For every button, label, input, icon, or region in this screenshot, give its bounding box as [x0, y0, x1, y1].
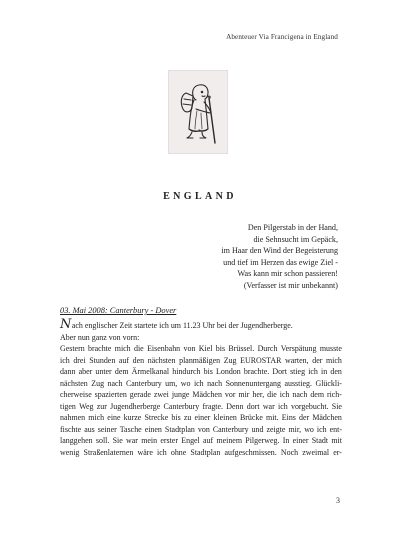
body-word: in — [321, 367, 328, 377]
body-word: meinem — [216, 436, 243, 446]
body-line — [60, 343, 342, 355]
body-word: zeigte — [266, 424, 286, 434]
body-word: mir — [238, 390, 250, 400]
body-word: der — [312, 355, 323, 365]
body-word: Stunden — [89, 355, 116, 365]
body-line — [60, 366, 342, 378]
body-word: nahmen — [60, 413, 86, 423]
page-number: 3 — [336, 496, 340, 505]
body-word: zu — [183, 413, 192, 423]
body-word: die — [134, 344, 144, 354]
body-word: die — [267, 390, 277, 400]
body-word: Jugendherberge — [110, 401, 161, 411]
body-word: der — [299, 413, 310, 423]
body-line — [60, 412, 342, 424]
body-word: und — [251, 424, 264, 434]
body-line-text: ach englischer Zeit startete ich um 11.23 Uhr bei der Jugendherberge. — [71, 321, 293, 330]
body-word: mit. — [266, 413, 279, 423]
body-line — [60, 435, 342, 447]
body-word: dem — [114, 367, 129, 377]
body-word: Eins — [281, 413, 296, 423]
body-word: Eisenbahn — [147, 344, 181, 354]
body-line — [60, 401, 342, 413]
body-word: ich — [308, 367, 318, 377]
body-word: nach — [207, 378, 223, 388]
body-word: Stadtplan — [190, 448, 221, 458]
body-word: mein — [141, 436, 158, 446]
body-word: hindurch — [172, 367, 201, 377]
body-word: unter — [95, 367, 112, 377]
body-line-first — [60, 317, 342, 332]
body-word: wo — [304, 424, 314, 434]
body-word: zweimal — [302, 448, 330, 458]
body-word: fischte — [60, 424, 82, 434]
body-word: nächsten — [60, 378, 88, 388]
body-word: aber — [78, 367, 93, 377]
body-word: fragte. — [202, 401, 224, 411]
body-word: ausstieg. — [284, 378, 313, 388]
body-word: dem — [310, 390, 324, 400]
body-word: gerade — [129, 390, 151, 400]
body-word: mir, — [288, 424, 302, 434]
poem-line: die Sehnsucht im Gepäck, — [253, 234, 338, 244]
body-word: aus — [84, 424, 95, 434]
body-word: ohne — [170, 448, 187, 458]
body-word: einer — [194, 413, 211, 423]
body-word: stieg — [290, 367, 306, 377]
body-word: ich — [278, 401, 288, 411]
body-word: Stadtplan — [164, 424, 195, 434]
diary-entry-body — [60, 317, 342, 459]
poem-line: Was kann mir schon passieren! — [237, 269, 338, 279]
body-word: einen — [144, 424, 162, 434]
body-word: vorgebucht. — [290, 401, 329, 411]
body-word: wenig — [60, 448, 80, 458]
body-word: mit — [331, 436, 342, 446]
diary-entry-heading: 03. Mai 2008: Canterbury - Dover — [60, 306, 177, 315]
pilgrim-with-staff-icon — [169, 71, 227, 153]
body-word: planmäßigen — [179, 355, 221, 365]
body-word: nach — [292, 390, 308, 400]
body-word: Canterbury — [125, 378, 162, 388]
body-word: brachte — [88, 344, 112, 354]
body-word: EUROSTAR — [240, 355, 282, 365]
body-word: Zug — [91, 378, 105, 388]
body-word: Zug — [223, 355, 237, 365]
body-word: Engel — [181, 436, 200, 446]
body-word: ich — [279, 390, 290, 400]
body-word: aufgeschmissen. — [224, 448, 277, 458]
body-word: ent- — [329, 424, 342, 434]
body-word: soll. — [95, 436, 110, 446]
body-word: Tasche — [119, 424, 142, 434]
body-word: Canterbury — [163, 401, 200, 411]
body-word: eine — [107, 413, 121, 423]
poem-line: Den Pilgerstab in der Hand, — [247, 223, 338, 232]
body-word: von — [183, 344, 196, 354]
body-word: den — [132, 355, 145, 365]
body-word: Mädchen — [192, 390, 222, 400]
body-word: war — [126, 436, 138, 446]
body-word: wo — [180, 378, 191, 388]
body-word: vor — [224, 390, 236, 400]
drop-cap: N — [60, 317, 72, 332]
running-header: Abenteuer Via Francigena in England — [226, 33, 338, 41]
body-word: tigen — [60, 401, 76, 411]
body-word: Durch — [257, 344, 278, 354]
body-word: bis — [203, 367, 213, 377]
body-word: Dort — [272, 367, 287, 377]
body-word: her, — [252, 390, 265, 400]
body-word: auf — [203, 436, 214, 446]
body-word: ich — [193, 378, 204, 388]
body-word: nächsten — [147, 355, 176, 365]
body-word: erster — [160, 436, 178, 446]
body-word: bis — [215, 344, 226, 354]
body-word: brachte. — [243, 367, 270, 377]
body-word: Sie — [331, 401, 342, 411]
body-word: dort — [246, 401, 260, 411]
body-word: mich — [325, 355, 342, 365]
body-line — [60, 447, 342, 459]
poem-line: und tief im Herzen das ewige Ziel - — [223, 257, 338, 267]
body-word: Ärmelkanal — [131, 367, 170, 377]
body-line: Aber nun ganz von vorn: — [60, 332, 140, 342]
body-word: dann — [60, 367, 76, 377]
body-word: In — [282, 436, 290, 446]
body-word: Weg — [79, 401, 94, 411]
body-word: Strecke — [144, 413, 169, 423]
body-word: Pilgerweg. — [245, 436, 280, 446]
body-word: von — [197, 424, 210, 434]
body-word: langgehen — [60, 436, 93, 446]
body-word: kurze — [123, 413, 142, 423]
body-word: den — [330, 367, 342, 377]
body-word: cherweise — [60, 390, 92, 400]
body-word: ich — [157, 448, 167, 458]
body-word: zur — [96, 401, 107, 411]
body-word: bis — [171, 413, 181, 423]
body-line — [60, 424, 342, 436]
body-word: um, — [165, 378, 178, 388]
body-word: Brücke — [239, 413, 263, 423]
body-word: Noch — [280, 448, 299, 458]
body-word: rich- — [326, 390, 342, 400]
body-word: junge — [171, 390, 190, 400]
body-word: ich — [316, 424, 327, 434]
body-word: zwei — [153, 390, 169, 400]
body-word: nach — [107, 378, 123, 388]
body-word: Straßenlaternen — [83, 448, 134, 458]
body-word: auf — [118, 355, 130, 365]
body-word: wäre — [137, 448, 153, 458]
body-word: Sie — [112, 436, 123, 446]
body-word: Gestern — [60, 344, 85, 354]
body-word: drei — [73, 355, 86, 365]
body-line — [60, 355, 342, 367]
body-word: Denn — [226, 401, 244, 411]
body-word: Stadt — [311, 436, 329, 446]
body-word: Brüssel. — [228, 344, 255, 354]
body-word: Glückli- — [315, 378, 342, 388]
body-word: Sonnenuntergang — [225, 378, 281, 388]
pilgrim-illustration — [168, 70, 228, 154]
body-line — [60, 378, 342, 390]
body-word: Mädchen — [312, 413, 342, 423]
body-word: er- — [333, 448, 342, 458]
body-word: seiner — [97, 424, 117, 434]
poem-attribution: (Verfasser ist mir unbekannt) — [243, 280, 338, 290]
body-word: kleinen — [213, 413, 237, 423]
body-word: musste — [319, 344, 342, 354]
body-word: Canterbury — [212, 424, 249, 434]
epigraph-poem — [98, 222, 338, 292]
body-word: warten, — [285, 355, 309, 365]
body-word: war — [262, 401, 275, 411]
body-word: einer — [292, 436, 309, 446]
body-word: ich — [60, 355, 70, 365]
body-word: mich — [114, 344, 131, 354]
body-word: Kiel — [198, 344, 213, 354]
poem-line: im Haar den Wind der Begeisterung — [221, 246, 338, 256]
chapter-title: ENGLAND — [163, 191, 237, 202]
body-word: mich — [88, 413, 105, 423]
body-line — [60, 389, 342, 401]
body-word: London — [216, 367, 241, 377]
body-word: Verspätung — [280, 344, 317, 354]
body-word: spazierten — [94, 390, 127, 400]
